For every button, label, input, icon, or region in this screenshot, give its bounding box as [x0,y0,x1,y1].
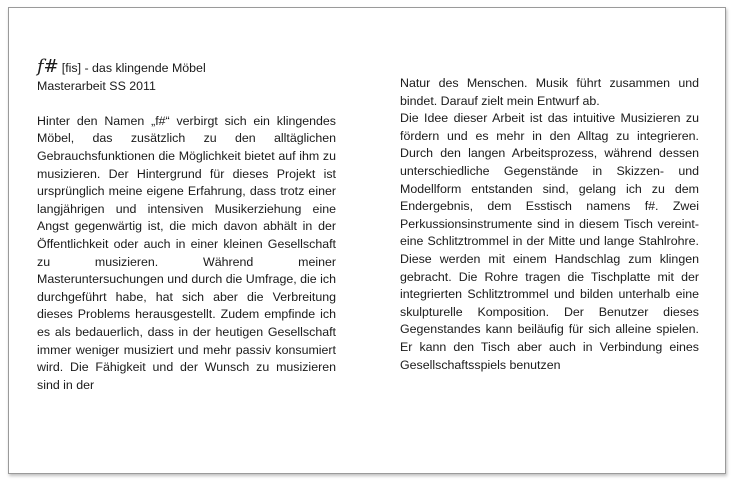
document-subtitle: Masterarbeit SS 2011 [37,78,156,93]
document-page [8,7,726,474]
idea-paragraph: Die Idee dieser Arbeit ist das intuitive Musizieren zu fördern und es mehr in den Alltag zu integrieren. Durch den langen Arbeitsprozess, während dessen unterschiedliche Gegenstände in Skizzen- und Modellform entstanden sind, gelang ich zu dem Endergebnis, dem Esstisch namens f#. Zwei Perkussionsinstrumente sind in diesem Tisch vereint- eine Schlitztrommel in der Mitte und lange Stahlrohre. Diese werden mit einem Handschlag zum klingen gebracht. Die Rohre tragen die Tischplatte mit der integrierten Schlitztrommel und bilden unterhalb eine skulpturelle Komposition. Der Benutzer dieses Gegenstandes kann beiläufig für sich alleine spielen. Er kann den Tisch aber auch in Verbindung eines Gesellschaftsspiels benutzen [400,111,699,372]
continued-paragraph: Natur des Menschen. Musik führt zusammen und bindet. Darauf zielt mein Entwurf ab. [400,76,699,108]
left-column [37,58,336,394]
intro-paragraph: Hinter den Namen „f#“ verbirgt sich ein klingendes Möbel, das zusätzlich zu den alltäglichen Gebrauchsfunktionen die Möglichkeit bietet auf ihm zu musizieren. Der Hintergrund für dieses Projekt ist ursprünglich meine eigene Erfahrung, dass trotz einer langjährigen und intensiven Musikerziehung eine Angst gegenwärtig ist, die mich davon abhält in der Öffentlichkeit oder auch in einer kleinen Gesellschaft zu musizieren. Während meiner Masteruntersuchungen und durch die Umfrage, die ich durchgeführt habe, hat sich aber die Verbreitung dieses Problems herausgestellt. Zudem empfinde ich es als bedauerlich, dass in der heutigen Gesellschaft immer weniger musiziert und mehr passiv konsumiert wird. Die Fähigkeit und der Wunsch zu musizieren sind in der [37,113,336,392]
paragraph-spacer [37,95,336,113]
title-symbol: f# [37,56,59,77]
title-text: [fis] - das klingende Möbel [61,61,206,75]
right-column [400,75,699,374]
document-title [37,58,336,78]
